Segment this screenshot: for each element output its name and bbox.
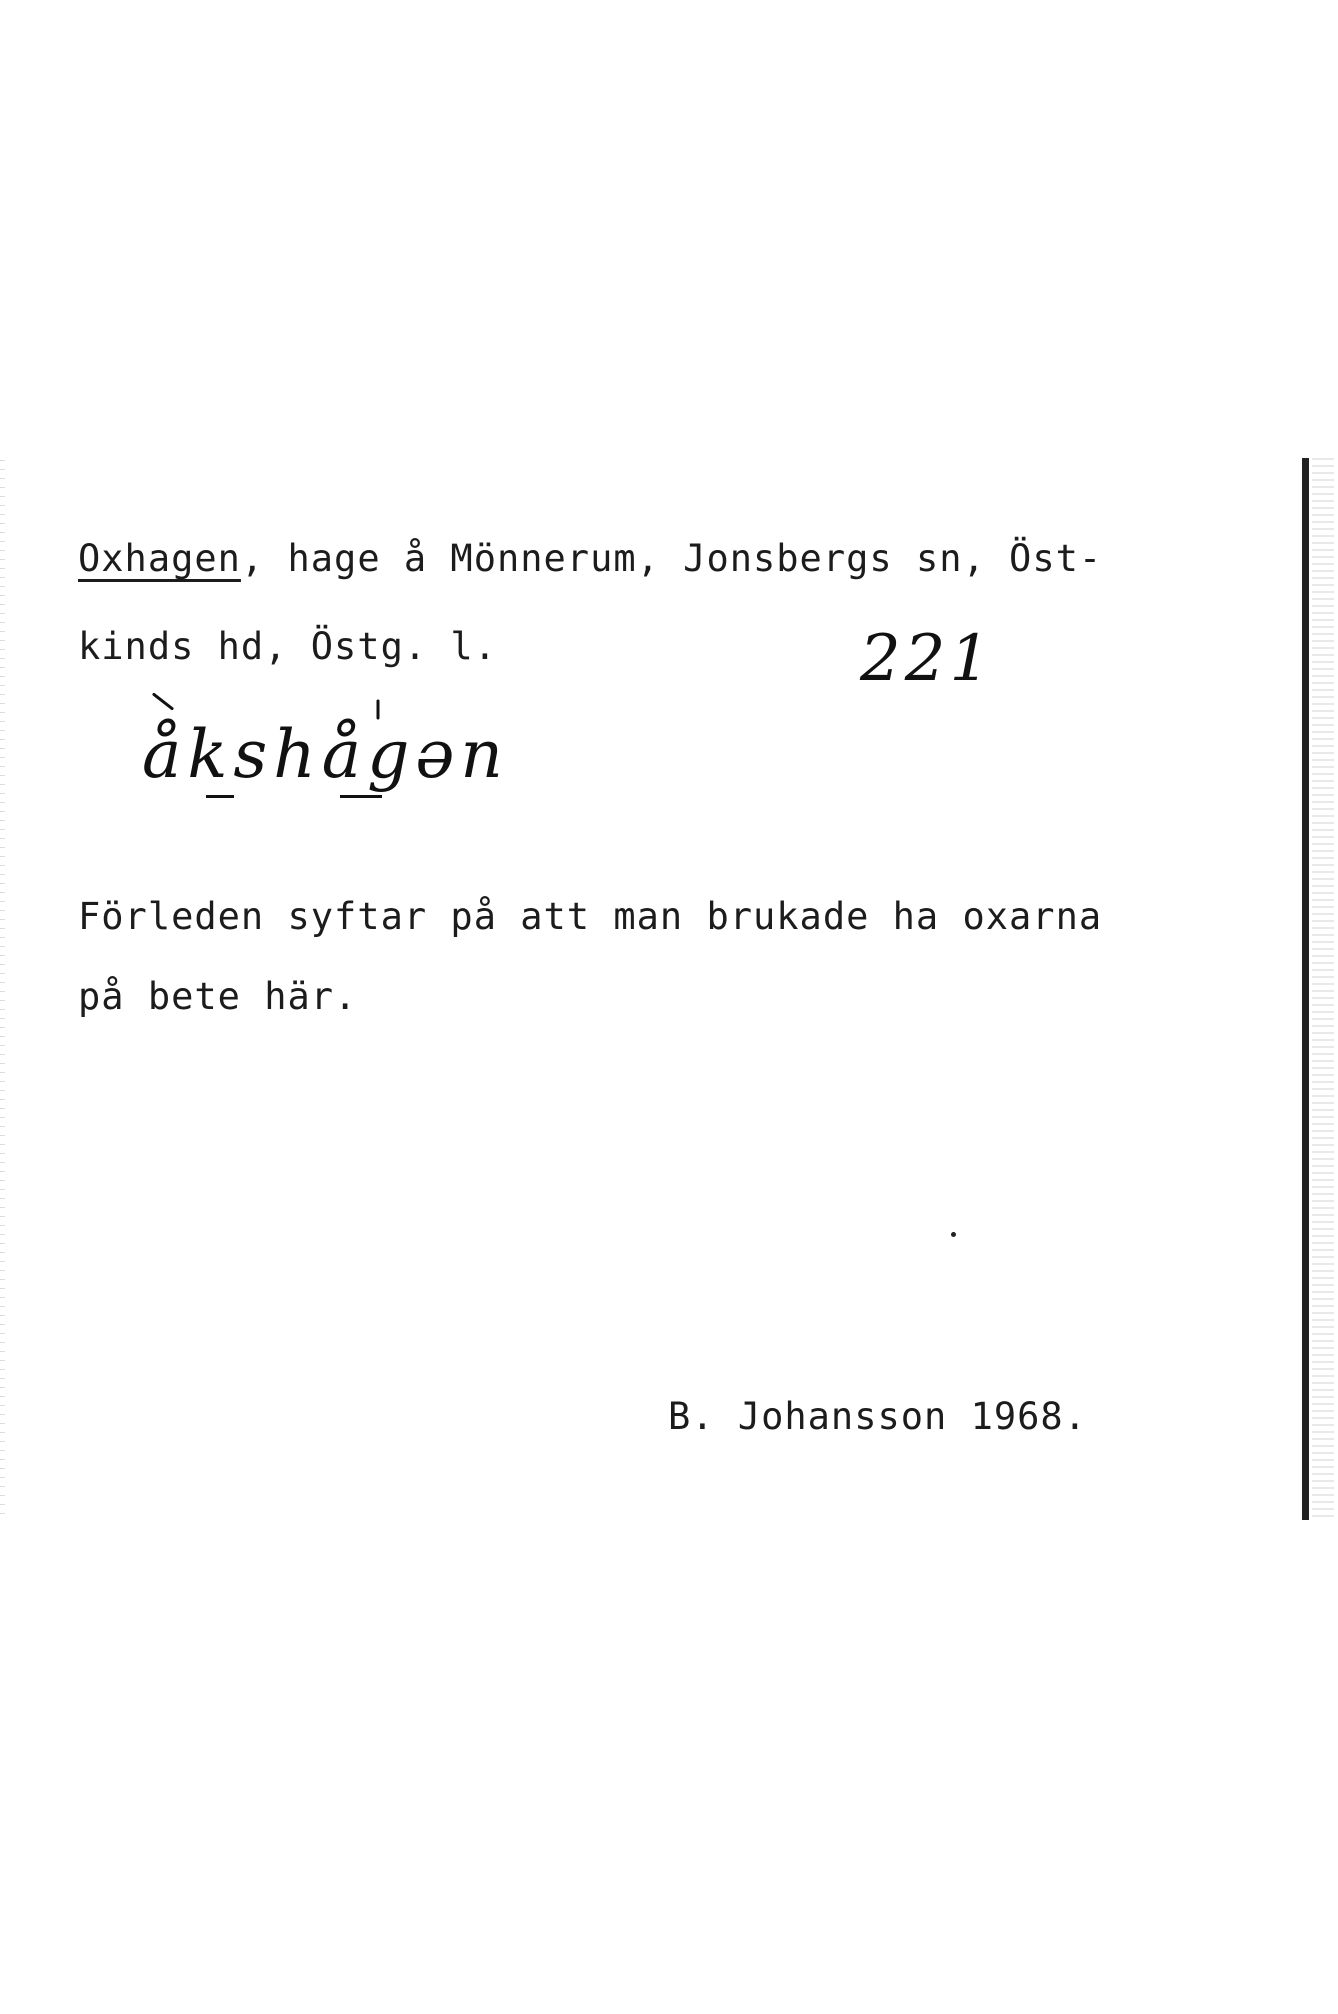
entry-line-1 bbox=[78, 537, 1103, 580]
body-line-2: på bete här. bbox=[78, 975, 358, 1018]
entry-line-2: kinds hd, Östg. l. bbox=[78, 625, 497, 668]
card-number-handwritten: 221 bbox=[860, 622, 995, 696]
phonetic-transcription: åkshågən bbox=[142, 716, 509, 793]
entry-line-1-rest: , hage å Mönnerum, Jonsbergs sn, Öst- bbox=[240, 537, 1103, 580]
scan-edge-left bbox=[0, 460, 5, 1520]
ink-dot bbox=[951, 1232, 956, 1237]
scan-edge-speckle bbox=[1312, 458, 1334, 1520]
phonetic-underline-k bbox=[206, 795, 234, 798]
phonetic-underline-a bbox=[340, 795, 382, 798]
signature-line: B. Johansson 1968. bbox=[668, 1395, 1087, 1438]
scan-edge-bar bbox=[1302, 458, 1309, 1520]
headword: Oxhagen bbox=[78, 537, 241, 580]
body-line-1: Förleden syftar på att man brukade ha oxarna bbox=[78, 895, 1103, 938]
grave-accent-mark bbox=[152, 692, 174, 710]
